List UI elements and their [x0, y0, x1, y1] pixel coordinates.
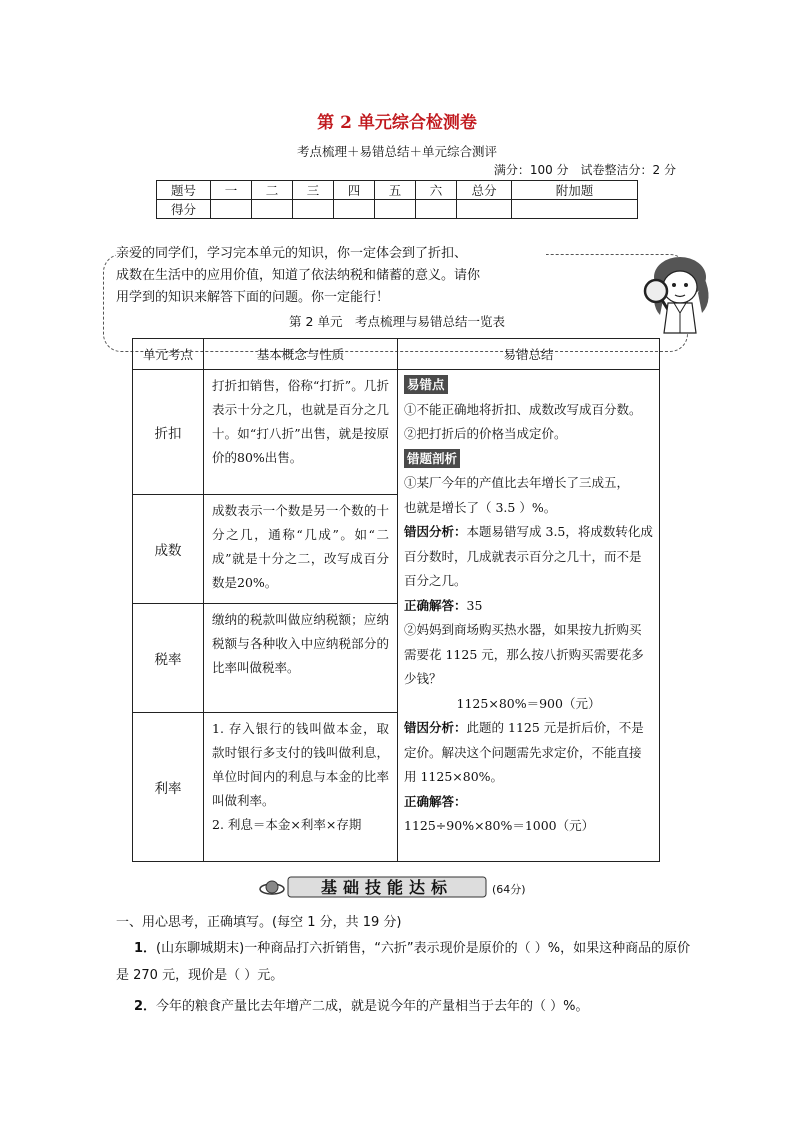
question-text: (山东聊城期末)一种商品打六折销售，“六折”表示现价是原价的（ ）%，如果这种商品的原价是 270 元，现价是（ ）元。 [116, 941, 691, 983]
col-header-topic: 单元考点 [133, 339, 204, 370]
intro-text [116, 243, 546, 309]
score-blank[interactable] [334, 200, 375, 219]
score-cell: 一 [211, 181, 252, 200]
score-table [156, 180, 638, 219]
example-question: ②妈妈到商场购买热水器，如果按九折购买需要花 1125 元，那么按八折购买需要花多少钱？ [404, 622, 644, 686]
table-caption: 第 2 单元 考点梳理与易错总结一览表 [289, 314, 505, 329]
score-cell: 附加题 [512, 181, 638, 200]
score-blank[interactable] [457, 200, 512, 219]
concept-cell: 打折扣销售，俗称“打折”。几折表示十分之几，也就是百分之几十。如“打八折”出售，就是按原价的80%出售。 [204, 370, 398, 495]
question-1 [116, 935, 696, 989]
intro-line: 成数在生活中的应用价值，知道了依法纳税和储蓄的意义。请你 [116, 268, 481, 283]
concept-cell [204, 713, 398, 862]
score-cell: 三 [293, 181, 334, 200]
score-table-header-row [157, 181, 638, 200]
analysis-label: 错因分析： [404, 524, 467, 539]
topic-cell: 利率 [133, 713, 204, 862]
concept-item: 2. 利息＝本金×利率×存期 [212, 817, 362, 832]
analysis-text: 本题易错写成 3.5，将成数转化成百分数时，几成就表示百分之几十，而不是百分之几。 [404, 524, 653, 588]
score-blank[interactable] [512, 200, 638, 219]
example-question: 也就是增长了（ 3.5 ）%。 [404, 499, 557, 515]
intro-line: 亲爱的同学们，学习完本单元的知识，你一定体会到了折扣、 [116, 246, 468, 261]
example-analysis [404, 520, 653, 594]
question-number: 2． [134, 999, 157, 1014]
answer-label: 正确解答： [404, 793, 467, 809]
score-cell: 题号 [157, 181, 211, 200]
score-blank[interactable] [252, 200, 293, 219]
topic-cell: 税率 [133, 604, 204, 713]
page-subtitle: 考点梳理＋易错总结＋单元综合测评 [296, 144, 497, 159]
col-header-concept: 基本概念与性质 [204, 339, 398, 370]
example-question: ①某厂今年的产值比去年增长了三成五， [404, 475, 630, 490]
analysis-label: 错因分析： [404, 720, 467, 735]
answer-label: 正确解答： [404, 597, 467, 613]
question-number: 1． [134, 941, 157, 956]
answer-text: 1125÷90%×80%＝1000（元） [404, 818, 595, 833]
part-one-heading: 一、用心思考，正确填写。(每空 1 分，共 19 分) [116, 915, 402, 930]
score-row-label: 得分 [157, 200, 211, 219]
col-header-errors: 易错总结 [398, 339, 660, 370]
score-info: 满分：100 分 试卷整洁分：2 分 [493, 163, 676, 177]
topic-cell: 成数 [133, 495, 204, 604]
concept-cell: 缴纳的税款叫做应纳税额；应纳税额与各种收入中应纳税部分的比率叫做税率。 [204, 604, 398, 713]
score-blank[interactable] [211, 200, 252, 219]
page-title: 第 2 单元综合检测卷 [317, 113, 477, 133]
table-row [133, 370, 660, 495]
error-point: ①不能正确地将折扣、成数改写成百分数。 [404, 401, 642, 417]
example-answer [404, 790, 653, 839]
concept-cell: 成数表示一个数是另一个数的十分之几，通称“几成”。如“二成”就是十分之二，改写成百分数是20%。 [204, 495, 398, 604]
summary-header-row [133, 339, 660, 370]
intro-line: 用学到的知识来解答下面的问题。你一定能行！ [116, 290, 390, 305]
score-cell: 四 [334, 181, 375, 200]
question-2 [116, 993, 696, 1020]
score-cell: 总分 [457, 181, 512, 200]
score-blank[interactable] [416, 200, 457, 219]
analysis-text: 此题的 1125 元是折后价，不是定价。解决这个问题需先求定价，不能直接用 1125×80%。 [404, 720, 644, 784]
planet-icon [266, 881, 278, 893]
score-blank[interactable] [293, 200, 334, 219]
error-analysis-tag: 错题剖析 [404, 449, 460, 468]
summary-table [132, 338, 660, 862]
errors-cell [398, 370, 660, 862]
score-cell: 五 [375, 181, 416, 200]
score-cell: 二 [252, 181, 293, 200]
score-table-input-row [157, 200, 638, 219]
wrong-solution: 1125×80%＝900（元） [456, 695, 601, 711]
score-cell: 六 [416, 181, 457, 200]
error-points-tag: 易错点 [404, 375, 448, 394]
banner-text: 基础技能达标 [320, 878, 454, 897]
section-banner [258, 873, 538, 901]
example-analysis [404, 716, 653, 790]
banner-points: (64分) [492, 883, 526, 896]
error-point: ②把打折后的价格当成定价。 [404, 426, 567, 441]
example-answer [404, 594, 653, 619]
score-blank[interactable] [375, 200, 416, 219]
answer-text: 35 [466, 597, 483, 613]
topic-cell: 折扣 [133, 370, 204, 495]
question-text: 今年的粮食产量比去年增产二成，就是说今年的产量相当于去年的（ ）%。 [156, 999, 589, 1014]
concept-item: 1. 存入银行的钱叫做本金，取款时银行多支付的钱叫做利息，单位时间内的利息与本金的比率叫做利率。 [212, 721, 389, 808]
